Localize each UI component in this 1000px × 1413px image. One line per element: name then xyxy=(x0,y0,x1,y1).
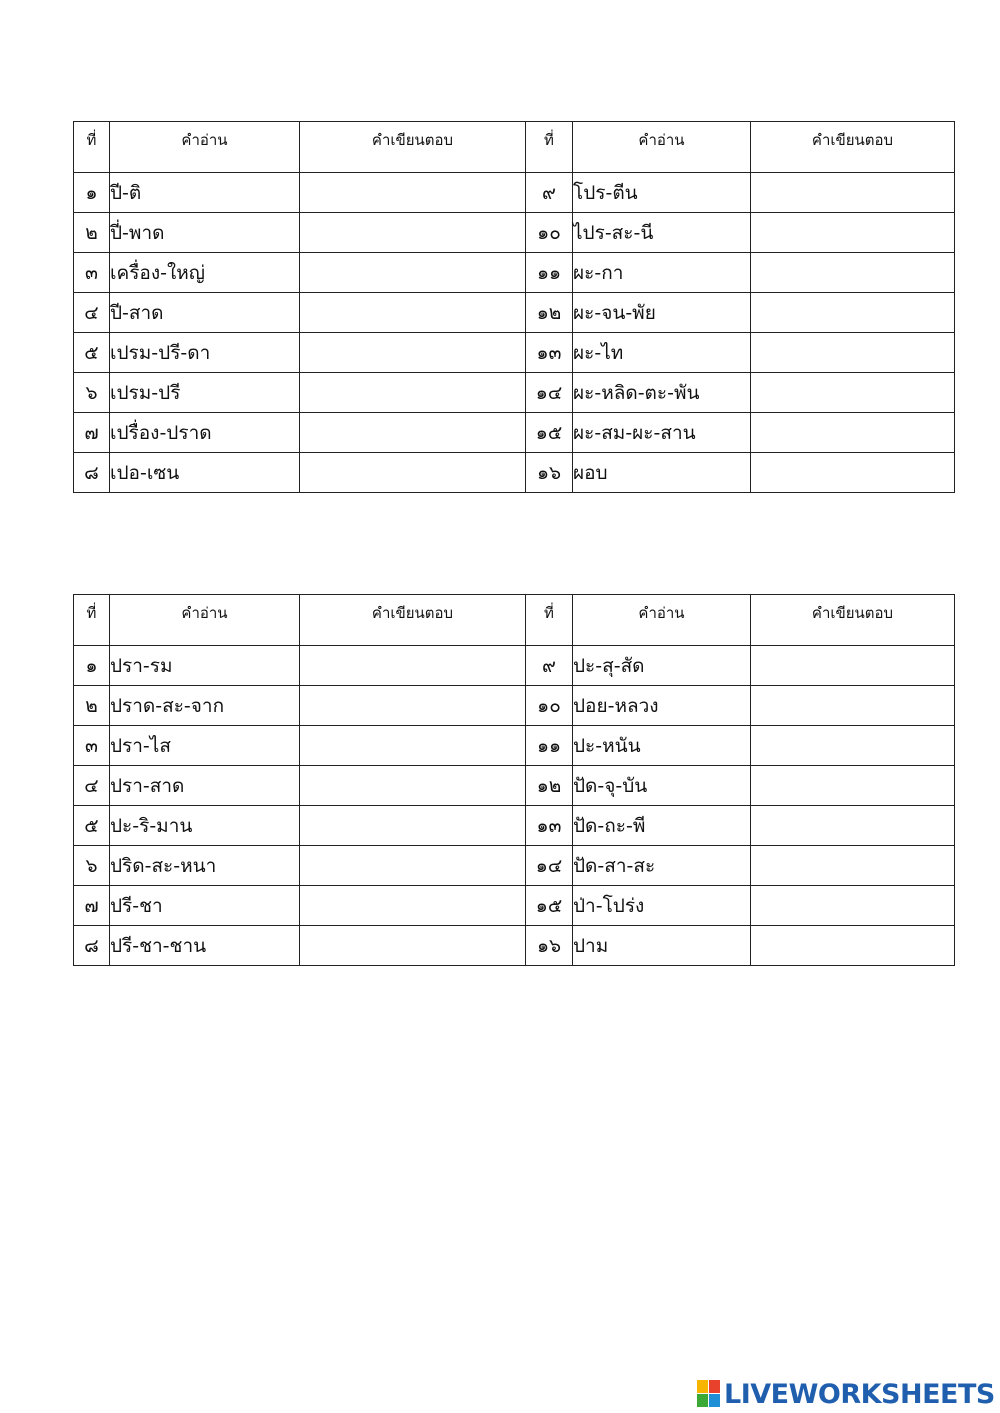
reading-word: โปร-ตีน xyxy=(573,173,751,213)
table-row xyxy=(74,726,955,766)
item-number: ๒ xyxy=(74,213,110,253)
item-number: ๕ xyxy=(74,333,110,373)
item-number: ๘ xyxy=(74,926,110,966)
item-number: ๕ xyxy=(74,806,110,846)
item-number: ๖ xyxy=(74,373,110,413)
reading-word: เปรื่อง-ปราด xyxy=(110,413,300,453)
header-answer: คำเขียนตอบ xyxy=(300,595,526,646)
item-number: ๔ xyxy=(74,293,110,333)
item-number: ๓ xyxy=(74,253,110,293)
answer-input[interactable] xyxy=(300,687,525,725)
table-row xyxy=(74,253,955,293)
item-number: ๘ xyxy=(74,453,110,493)
reading-word: เปรม-ปรี xyxy=(110,373,300,413)
answer-cell xyxy=(751,646,955,686)
reading-word: ผะ-สม-ผะ-สาน xyxy=(573,413,751,453)
table-row xyxy=(74,766,955,806)
table-row xyxy=(74,213,955,253)
table-row xyxy=(74,453,955,493)
answer-input[interactable] xyxy=(300,214,525,252)
answer-cell xyxy=(300,293,526,333)
answer-cell xyxy=(751,333,955,373)
item-number: ๑๒ xyxy=(526,766,573,806)
answer-cell xyxy=(751,213,955,253)
answer-input[interactable] xyxy=(300,454,525,492)
table-row xyxy=(74,686,955,726)
answer-input[interactable] xyxy=(751,374,954,412)
answer-cell xyxy=(751,726,955,766)
reading-word: เปอ-เซน xyxy=(110,453,300,493)
answer-input[interactable] xyxy=(300,727,525,765)
answer-input[interactable] xyxy=(751,727,954,765)
answer-cell xyxy=(751,846,955,886)
item-number: ๖ xyxy=(74,846,110,886)
answer-cell xyxy=(300,173,526,213)
table-row xyxy=(74,886,955,926)
item-number: ๑๖ xyxy=(526,453,573,493)
reading-word: ปี่-พาด xyxy=(110,213,300,253)
table-row xyxy=(74,173,955,213)
item-number: ๑๓ xyxy=(526,806,573,846)
answer-input[interactable] xyxy=(751,887,954,925)
item-number: ๑๐ xyxy=(526,213,573,253)
reading-word: ปรี-ชา xyxy=(110,886,300,926)
reading-word: ปัด-สา-สะ xyxy=(573,846,751,886)
answer-cell xyxy=(300,766,526,806)
brand-text: LIVEWORKSHEETS xyxy=(724,1378,995,1410)
answer-input[interactable] xyxy=(751,174,954,212)
item-number: ๑๒ xyxy=(526,293,573,333)
answer-input[interactable] xyxy=(300,174,525,212)
item-number: ๗ xyxy=(74,886,110,926)
item-number: ๑๖ xyxy=(526,926,573,966)
reading-word: เครื่อง-ใหญ่ xyxy=(110,253,300,293)
answer-input[interactable] xyxy=(300,334,525,372)
answer-cell xyxy=(300,333,526,373)
answer-cell xyxy=(751,886,955,926)
reading-word: ปี-สาด xyxy=(110,293,300,333)
answer-cell xyxy=(300,886,526,926)
table-row xyxy=(74,846,955,886)
header-reading: คำอ่าน xyxy=(573,595,751,646)
table-row xyxy=(74,806,955,846)
header-no: ที่ xyxy=(526,595,573,646)
table-row xyxy=(74,333,955,373)
item-number: ๗ xyxy=(74,413,110,453)
reading-word: ปรา-ไส xyxy=(110,726,300,766)
reading-word: ป่า-โปร่ง xyxy=(573,886,751,926)
answer-input[interactable] xyxy=(300,847,525,885)
answer-cell xyxy=(751,453,955,493)
item-number: ๑๔ xyxy=(526,373,573,413)
table-row xyxy=(74,373,955,413)
item-number: ๑๐ xyxy=(526,686,573,726)
item-number: ๑๕ xyxy=(526,886,573,926)
answer-cell xyxy=(300,806,526,846)
answer-input[interactable] xyxy=(751,214,954,252)
answer-input[interactable] xyxy=(300,374,525,412)
answer-cell xyxy=(300,926,526,966)
answer-input[interactable] xyxy=(751,927,954,965)
reading-word: ปะ-ริ-มาน xyxy=(110,806,300,846)
reading-word: ปราด-สะ-จาก xyxy=(110,686,300,726)
answer-cell xyxy=(300,846,526,886)
reading-word: ปรี-ชา-ชาน xyxy=(110,926,300,966)
reading-word: ปะ-สุ-สัด xyxy=(573,646,751,686)
answer-cell xyxy=(751,686,955,726)
answer-cell xyxy=(751,293,955,333)
liveworksheets-icon xyxy=(697,1380,721,1408)
reading-word: ผะ-หลิด-ตะ-พัน xyxy=(573,373,751,413)
answer-input[interactable] xyxy=(300,294,525,332)
table-header-row xyxy=(74,595,955,646)
reading-word: เปรม-ปรี-ดา xyxy=(110,333,300,373)
answer-input[interactable] xyxy=(300,767,525,805)
answer-input[interactable] xyxy=(751,334,954,372)
item-number: ๑๕ xyxy=(526,413,573,453)
reading-word: ปอย-หลวง xyxy=(573,686,751,726)
item-number: ๑๓ xyxy=(526,333,573,373)
answer-cell xyxy=(300,686,526,726)
answer-cell xyxy=(300,453,526,493)
answer-cell xyxy=(751,806,955,846)
answer-cell xyxy=(300,726,526,766)
answer-input[interactable] xyxy=(300,254,525,292)
item-number: ๓ xyxy=(74,726,110,766)
answer-cell xyxy=(751,926,955,966)
liveworksheets-logo xyxy=(697,1378,995,1410)
answer-input[interactable] xyxy=(751,807,954,845)
item-number: ๙ xyxy=(526,173,573,213)
reading-word: ปัด-จุ-บัน xyxy=(573,766,751,806)
answer-input[interactable] xyxy=(751,847,954,885)
reading-word: ผอบ xyxy=(573,453,751,493)
reading-word: ปาม xyxy=(573,926,751,966)
item-number: ๒ xyxy=(74,686,110,726)
answer-input[interactable] xyxy=(751,687,954,725)
reading-word: ปะ-หนัน xyxy=(573,726,751,766)
reading-word: ปรา-สาด xyxy=(110,766,300,806)
answer-cell xyxy=(300,213,526,253)
reading-word: ผะ-จน-พัย xyxy=(573,293,751,333)
answer-cell xyxy=(300,253,526,293)
table-row xyxy=(74,646,955,686)
answer-input[interactable] xyxy=(300,927,525,965)
header-answer: คำเขียนตอบ xyxy=(751,595,955,646)
header-no: ที่ xyxy=(526,122,573,173)
header-no: ที่ xyxy=(74,595,110,646)
header-answer: คำเขียนตอบ xyxy=(300,122,526,173)
answer-cell xyxy=(751,173,955,213)
answer-cell xyxy=(300,646,526,686)
header-answer: คำเขียนตอบ xyxy=(751,122,955,173)
answer-cell xyxy=(300,413,526,453)
item-number: ๑๑ xyxy=(526,253,573,293)
table-header-row xyxy=(74,122,955,173)
reading-word: ปัด-ถะ-พี xyxy=(573,806,751,846)
answer-input[interactable] xyxy=(300,887,525,925)
table-row xyxy=(74,926,955,966)
answer-cell xyxy=(300,373,526,413)
answer-cell xyxy=(751,373,955,413)
answer-input[interactable] xyxy=(300,807,525,845)
answer-cell xyxy=(751,253,955,293)
item-number: ๙ xyxy=(526,646,573,686)
answer-input[interactable] xyxy=(751,414,954,452)
worksheet-table-1 xyxy=(73,121,955,493)
answer-input[interactable] xyxy=(751,647,954,685)
reading-word: ไปร-สะ-นี xyxy=(573,213,751,253)
answer-input[interactable] xyxy=(300,647,525,685)
answer-cell xyxy=(751,413,955,453)
answer-input[interactable] xyxy=(300,414,525,452)
header-reading: คำอ่าน xyxy=(573,122,751,173)
item-number: ๔ xyxy=(74,766,110,806)
table-row xyxy=(74,413,955,453)
reading-word: ปริด-สะ-หนา xyxy=(110,846,300,886)
answer-input[interactable] xyxy=(751,767,954,805)
answer-input[interactable] xyxy=(751,254,954,292)
item-number: ๑ xyxy=(74,173,110,213)
header-reading: คำอ่าน xyxy=(110,122,300,173)
answer-cell xyxy=(751,766,955,806)
item-number: ๑๑ xyxy=(526,726,573,766)
reading-word: ผะ-ไท xyxy=(573,333,751,373)
header-no: ที่ xyxy=(74,122,110,173)
item-number: ๑ xyxy=(74,646,110,686)
table-row xyxy=(74,293,955,333)
answer-input[interactable] xyxy=(751,454,954,492)
item-number: ๑๔ xyxy=(526,846,573,886)
reading-word: ปี-ติ xyxy=(110,173,300,213)
reading-word: ผะ-กา xyxy=(573,253,751,293)
worksheet-table-2 xyxy=(73,594,955,966)
answer-input[interactable] xyxy=(751,294,954,332)
reading-word: ปรา-รม xyxy=(110,646,300,686)
header-reading: คำอ่าน xyxy=(110,595,300,646)
